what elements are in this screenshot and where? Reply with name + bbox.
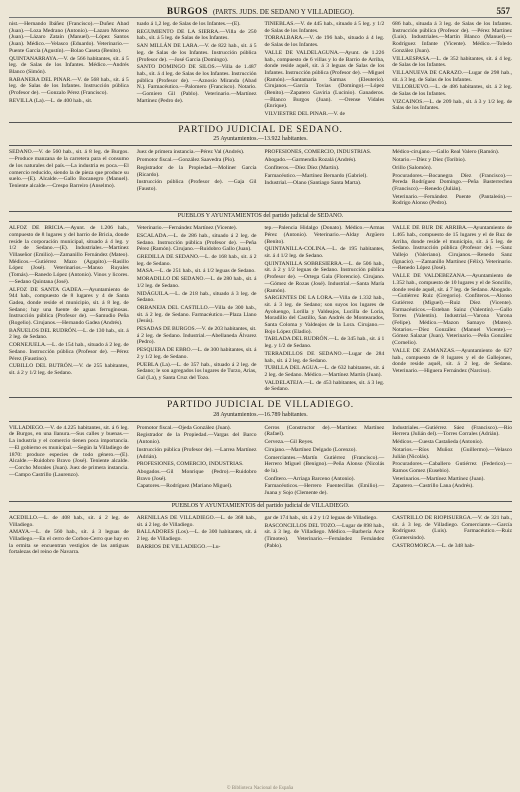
entry-paragraph: Capatores.—Rodríguez (Mariano Miguel). [136, 483, 233, 490]
entry-paragraph: SARGENTES DE LA LORA.—Villa de 1.332 hab., sit. á 3 leg. de Sedano; son suyos los lugares de Ayoluengo, Lorilla y Valdeajos, Lucilla de Loria, Moradillo del Castillo, San Andrés de Montearados, Santa Coloma y Valdeajos de la Lora. Cirujano.—Bojo López (Eladio). [264, 295, 385, 335]
entry-paragraph: ORBANEJA DEL CASTILLO.—Villa de 300 hab., sit. á 2 leg. de Sedano. Farmacéutico.—Plaza Llano (Jesús). [136, 304, 257, 325]
entry-paragraph: QUINTANARRAYA.—V. de 566 habitantes, sit. á 5 leg. de Salas de los Infantes. Médico.—Andrés Blanco (Simón). [9, 55, 129, 75]
entry-paragraph: ESCALADA.—L. de 286 hab., situado á 2 leg. de Sedano. Instrucción pública (Profesor de). —Peña Pérez (Ramón). Cirujano.—Ruidobro Gallo (Juan). [136, 232, 257, 253]
villadiego-pueblos-columns [9, 515, 512, 557]
entry-paragraph: Notario.—Díez y Díez (Toribio). [392, 157, 466, 164]
entry-paragraph: REVILLA (La).—L. de 400 hab., sit. [9, 97, 93, 104]
footer-credit: © Biblioteca Nacional de España [226, 786, 294, 791]
entry-paragraph: VALDELATEJA.—L. de 453 habitantes, sit. á 3 leg. de Sedano. [264, 379, 385, 393]
entry-paragraph: TINIEBLAS.—V. de 445 hab., situado á 5 leg. y 1/2 de Salas de los Infantes. [264, 21, 385, 34]
entry-paragraph: PROFESIONES, COMERCIO, INDUSTRIAS. [136, 461, 244, 468]
text-column [265, 21, 385, 119]
entry-paragraph: ARENILLAS DE VILLADIEGO.—L. de 368 hab., sit. á 2 leg. de Villadiego. [136, 514, 257, 528]
entry-paragraph: TABLADA DEL RUDRÓN.—L. de 345 hab., sit. á 1 leg. y 1/2 de Sedano. [264, 336, 385, 350]
entry-paragraph: 686 hab., situada á 3 leg. de Salas de los Infantes. Instrucción pública (Profesor de). —Pérez Martínez (Luis). Industriales.—Martín Blanco (Manuel).—Rodríguez Infante (Vicente). Médico.—Toledo González (Juan). [392, 21, 512, 54]
entry-paragraph: Procuradores.—Bocanegra Díez (Francisco).—Pereda Rodríguez Domingo.—Peña Basterrechea (Francisco).—Renedo (Julián). [392, 172, 512, 192]
entry-paragraph: PROFESIONES, COMERCIO, INDUSTRIAS. [264, 149, 372, 156]
text-column [392, 425, 512, 498]
text-column [137, 149, 257, 208]
entry-paragraph: SEDANO.—V. de 560 hab., sit. á 8 leg. de Burgos.—Produce manzana de la carretera para el consumo de los naturales del país.—La industria es poca.—El comercio reducido, siendo la de pieza que produce su suelo.—(E). Alcalde.—Gallo Bocanegro (Manuel). Teniente alcalde.—Crespo Barreiro (Anselmo). [9, 149, 129, 189]
entry-paragraph: VALLE DE VALDEBEZANA.—Ayuntamiento de 1.352 hab., compuesto de 10 lugares y el de Soncillo, donde reside aquél, sit. á 7 leg. de Sedano. Abogado.—Gutiérrez Ruiz (Gregorio). Confiteros.—Alonso Gutiérrez (Miguel).—Ruiz Díez (Vicente). Farmacéuticos.—Esteban Sainz (Valentín).—Gallo Torres (Valentín). Industrial.—Varona Varona (Felipe). Médico.—Mazon Samayo (Mateo). Notarios.—Díez González (Manuel Vicente).—Gómez Salazar (Juan). Veterinario.—Peña González (Cornelio). [392, 273, 512, 347]
section-header-villadiego [9, 397, 512, 422]
entry-paragraph: Registrador de la Propiedad.—Vargas del Barco (Antonio). [136, 432, 257, 446]
entry-paragraph: VALLE DE ZAMANZAS.—Ayuntamiento de 627 hab., compuesto de 8 lugares y el de Gallejones, donde reside aquél, sit. á 2 leg. de Sedano. Veterinario.—Higuera Fernández (Narciso). [392, 347, 512, 374]
entry-paragraph: PESQUERA DE EBRO.—L. de 300 habitantes, sit. á 2 y 1/2 leg. de Sedano. [136, 347, 257, 360]
entry-paragraph: Orillo (Salomón). [392, 164, 433, 171]
entry-paragraph: VILVIESTRE DEL PINAR.—V. de [264, 111, 345, 118]
entry-paragraph: BALLADORES (Los).—L. de 300 habitantes, sit. á 2 leg. de Villadiego. [136, 529, 257, 543]
entry-paragraph: Promotor fiscal.—González Saavedra (Pío). [136, 157, 236, 164]
sedano-intro-columns [9, 149, 512, 208]
entry-paragraph: Abogado.—Garmendia Rozalá (Andrés). [264, 157, 357, 164]
section-subtitle-villadiego: 28 Ayuntamientos.—16.789 habitantes. [213, 411, 308, 418]
entry-paragraph: Confitero.—Arriaga Barceno (Antonio). [264, 475, 355, 482]
entry-paragraph: BASCONCILLOS DEL TOZO.—Lugar de 898 hab., sit. á 3 leg. de Villadiego. Médico.—Barbería Arce (Timoteo). Veterinario.—Fernández Fernández (Pablo). [264, 522, 385, 549]
entry-paragraph: PESADAS DE BURGOS.—V. de 203 habitantes, sit. á 2 leg. de Sedano. Industrial.—Abellaneda Álvarez (Pedro). [136, 326, 257, 346]
entry-paragraph: BAÑUELOS DEL RUDRÓN.—L. de 130 hab., sit. á 2 leg. de Sedano. [9, 327, 129, 341]
entry-paragraph: VIZCAINOS.—L. de 209 hab., sit. á 3 y 1/2 leg. de Salas de los Infantes. [392, 98, 512, 112]
text-column [392, 21, 512, 119]
text-column [392, 515, 512, 557]
text-column [137, 21, 257, 119]
entry-paragraph: CASTROMORCA.—L. de 348 hab- [392, 542, 475, 549]
entry-paragraph: Industrial.—Olano (Santiago Santa Marta). [264, 180, 362, 187]
text-column [392, 225, 512, 394]
section-title-sedano: PARTIDO JUDICIAL DE SEDANO. [178, 124, 343, 135]
entry-paragraph: SANTO DOMINGO DE SILOS.—Villa de 1.487 hab., sit. á 4 leg. de Salas de los Infantes. Instrucción pública (Profesor de). —Aznosio Miranda (Abad N.). Farmacéutico.—Palomero (Francisco). Notario.—Gomiero Gil (Pablo). Veterinario.—Martínez Martínez (Pedro de). [136, 64, 257, 104]
section-title-villadiego: PARTIDO JUDICIAL DE VILLADIEGO. [167, 400, 354, 411]
running-head-subtitle: (PARTS. JUDS. DE SEDANO Y VILLADIEGO). [213, 8, 355, 16]
entry-paragraph: MORADILLO DE SEDANO.—L. de 280 hab., sit. á 1/2 leg. de Sedano. [136, 276, 257, 289]
sedano-pueblos-heading: PUEBLOS Y AYUNTAMIENTOS del partido judicial de SEDANO. [9, 211, 512, 222]
entry-paragraph: CORNEJUELA.—L. de 154 hab., situado á 2 leg. de Sedano. Instrucción pública (Profesor de). —Pérez Pérez (Faustino). [9, 342, 129, 362]
entry-paragraph: SAN MILLÁN DE LARA.—V. de 822 hab., sit. á 5 leg. de Salas de los Infantes. Instrucción pública (Profesor de). —José Garcia (Domingo). [136, 43, 257, 63]
entry-paragraph: Cerros (Constructor de).—Martínez Martínez (Rafael). [264, 424, 385, 438]
section-subtitle-sedano: 25 Ayuntamientos.—13.922 habitantes. [213, 136, 308, 143]
entry-paragraph: TERRADILLOS DE SEDANO.—Lugar de 284 hab., sit. á 2 leg. de Sedano. [264, 350, 385, 364]
entry-paragraph: ALFOZ DE SANTA GADEA.—Ayuntamiento de 944 hab., compuesto de 8 lugares y 4 de Santa Gadea, donde reside el municipio, sit. á 8 leg. de Sedano; hay una fuente de aguas ferruginosas. Instrucción pública (Profesor de). —Samudio Peña (Rogelio). Cirujanos.—Hernando Gadea (Andrés). [9, 286, 129, 327]
entry-paragraph: Instrucción pública (Profesor de). —Gaja Gil (Fausto). [136, 179, 257, 192]
entry-paragraph: Promotor fiscal.—Ojeda González (Juan). [136, 424, 232, 431]
top-columns [9, 21, 512, 119]
running-head-title: BURGOS [166, 6, 208, 16]
entry-paragraph: RABANERA DEL PINAR.—V. de 568 hab., sit. á 5 leg. de Salas de los Infantes. Instrucción pública (Profesor de). —Gonzalo Pérez (Francisco). [9, 76, 129, 97]
text-column [137, 225, 257, 394]
text-column [392, 149, 512, 208]
entry-paragraph: REGUMIENTO DE LA SIERRA.—Villa de 250 hab., sit. á 5 leg. de Salas de los Infantes. [136, 28, 257, 42]
entry-paragraph: GREDILLA DE SEDANO.—L. de 168 hab., sit. á 2 leg. de Sedano. [136, 254, 257, 267]
page-number: 557 [496, 6, 510, 16]
entry-paragraph: Industriales.—Gutiérrez Sáez (Francisco).—Rio Herrera (Julián del).—Torres Corrales (Adrián). [392, 424, 512, 438]
text-column [9, 225, 129, 394]
entry-paragraph: VILLORUEVO.—L. de 486 habitantes, sit. á 2 leg. de Salas de los Infantes. [392, 84, 512, 98]
entry-paragraph: Instrucción pública (Profesor de). —Larrea Martínez (Adrián). [136, 446, 257, 460]
entry-paragraph: Médicos.—Cuesta Castañeda (Antonio). [392, 439, 483, 446]
entry-paragraph: Veterinario.—Fernández Martínez (Vicente). [136, 225, 238, 232]
text-column [265, 425, 385, 498]
entry-paragraph: Abogados.—Gil Monrique (Pedro).—Ruidobro Bravo (José). [136, 468, 257, 482]
entry-paragraph: Cirujano.—Martínez Delgado (Lorenzo). [264, 446, 357, 453]
entry-paragraph: Confiteros.—Díez Díez (Martín). [264, 164, 340, 171]
entry-paragraph: BARRIOS DE VILLADIEGO.—Lu- [136, 543, 221, 550]
entry-paragraph: MASA.—L. de 251 hab., sit. á 1/2 leguas de Sedano. [136, 268, 256, 275]
entry-paragraph: ACEDILLO.—L. de 408 hab., sit. á 2 leg. de Villadiego. [9, 514, 129, 528]
entry-paragraph: tep.—Palencia Hidalgo (Donato). Médico.—Armas Pérez (Antonio). Veterinario.—Alday Argüero (Benito). [264, 225, 385, 245]
entry-paragraph: VILLADIEGO.—V. de 4.225 habitantes, sit. á 6 leg. de Burgos, en una llanura.—Sus calles y buenas.—La industria y el comercio tienen poca importancia.—El gobierno es municipal.—Según la Villadiego de 1870: produce especies de todo género.—(E). Alcalde.—Ruidobro Bravo (José). Teniente alcalde.—Corcho Morales (Juan). Juez de primera instancia.—Campo Castrillo (Laurenzo). [9, 424, 129, 478]
entry-paragraph: Registrador de la Propiedad.—Moliner García (Ricardo). [136, 164, 257, 178]
section-header-sedano [9, 122, 512, 147]
entry-paragraph: Notarios.—Ríos Muñoz (Guillermo).—Velasco Julián (Nicolás). [392, 446, 512, 460]
entry-paragraph: TUBILLA DEL AGUA.—L. de 632 habitantes, sit. á 2 leg. de Sedano. Médico.—Martínez Martín (Juan). [264, 365, 385, 378]
entry-paragraph: TORRALBARA.—V. de 196 hab., situado á 4 leg. de Salas de los Infantes. [264, 35, 385, 49]
entry-paragraph: Zapatero.—Castrillo Lana (Andrés). [392, 483, 474, 490]
page [9, 6, 512, 784]
text-column [9, 515, 129, 557]
text-column [265, 149, 385, 208]
entry-paragraph: CASTRILLO DE RIOPISUERGA.—V. de 321 hab., sit. á 3 leg. de Villadiego. Comerciante.—García Rodríguez (Luis). Farmacéutico.—Ruiz (Gumersindo). [392, 514, 512, 542]
entry-paragraph: NIDÁGUILA.—L. de 218 hab., situado á 3 leg. de Sedano. [136, 290, 257, 304]
running-head [9, 6, 512, 18]
entry-paragraph: Farmacéuticos.—Herrero Fuentecillas (Emilio).—Juana y Sojo (Clemente de). [264, 483, 385, 497]
entry-paragraph: VILLAESPASA.—L. de 352 habitantes, sit. á 4 leg. de Salas de los Infantes. [392, 55, 512, 69]
entry-paragraph: VALLE DE BUR DE ARRIBA.—Ayuntamiento de 1.465 hab., compuesto de 15 lugares y el de Ruz de Arriba, donde reside el municipio, sit. á 5 leg. de Sedano. Instrucción pública (Profesor de). —Sanz Vallejo (Valeriano). Cirujanos.—Renedo Sanz (Ignacio). —Zamanillo Martínez (Félix). Veterinario.—Renedo López (José). [392, 225, 512, 272]
entry-paragraph: tuado á 1,2 leg. de Salas de los Infantes.—(E). [136, 21, 241, 27]
entry-paragraph: nist.—Hernando Ibáñez (Francisco).—Duñez Abad (Juan).—Loza Medrano (Antonio).—Lazaro Moreno (Juan).—Lázaro Zataín (Manuel).—López Santos (Juan). Médico.—Velasco (Eduardo). Veterinario.—Puente García (Agustín).—Bolao Caseta (Benito). [9, 21, 129, 54]
text-column [9, 21, 129, 119]
entry-paragraph: Veterinarios.—Martínez Martínez (Juan). [392, 475, 485, 482]
text-column [137, 515, 257, 557]
entry-paragraph: gar de 174 hab., sit. á 2 y 1/2 leguas de Villadiego. [264, 514, 378, 521]
villadiego-intro-columns [9, 425, 512, 498]
sedano-pueblos-columns [9, 225, 512, 394]
entry-paragraph: Cerveza.—Gil Reyes. [264, 439, 314, 446]
villadiego-pueblos-heading: PUEBLOS Y AYUNTAMIENTOS del partido judicial de VILLADIEGO. [9, 501, 512, 512]
entry-paragraph: ALFOZ DE BRICIA.—Ayunt. de 1.206 hab., compuesto de 8 lugares y del barrio de Bricia, donde reside la corporación municipal, situado á 4 leg. y 1/2 de Sedano.—(E). Industriales.—Martínez Villaseñor (Emilio).—Zamanillo Fernández (Mateo). Médicos.—Gutiérrez Mazo (Agapito).—Rasillo López (José). Veterinarios.—Manso Ruyales (Tomás).—Ranedo López (Antonio). Vinos y licores.—Sedano Quintana (José). [9, 225, 129, 285]
entry-paragraph: VALLE DE VALDELAGUNA.—Ayunt. de 1.226 hab., compuesto de 6 villas y lo de Barrio de Arriba, donde reside aquél, sit. á 3 leguas de Salas de los Infantes. Instrucción pública (Profesor de). —Miguel (Ramón).—Santamaría Sarmas (Eleuterio). Cirujanos.—García Tovias (Domingo).—López (Benito).—Zapatero Gaviria (Lucinio). Ganaderos.—Blanco Burgos (Juan). —Orense Vidales (Enrique). [264, 49, 385, 110]
entry-paragraph: Veterinario.—Fernández Puente (Pantaleón).—Rodrigo Alonso (Pedro). [392, 193, 512, 207]
entry-paragraph: QUINTANILLA-COLINA.—L. de 195 habitantes, sit. á 4 1/2 leg. de Sedano. [264, 246, 385, 260]
entry-paragraph: Farmacéutico.—Martínez Bernardo (Gabriel). [264, 172, 368, 179]
entry-paragraph: PUEBLA (La).—L. de 357 hab., situado á 2 leg. de Sedano; le son agregados los lugares de Turzo, Arias, Gal (La), y Santa Cruz del Tozo. [136, 361, 257, 381]
entry-paragraph: CUBILLO DEL BUTRÓN.—V. de 255 habitantes, sit. á 2 y 1/2 leg. de Sedano. [9, 363, 129, 376]
text-column [9, 149, 129, 208]
text-column [265, 225, 385, 394]
entry-paragraph: QUINTANILLA SOBRESIERRA.—L. de 506 hab., sit. á 2 y 1/2 leguas de Sedano. Instrucción pública (Profesor de). —Ortega Gala (Florencio). Cirujano.—Gómez de Rozas (José). Industrial.—Santa María (Ramón). [264, 260, 385, 294]
entry-paragraph: Médico-cirujano.—Gallo Real Valero (Ramón). [392, 149, 500, 156]
entry-paragraph: Comerciantes.—Martín Gutiérrez (Francisco).—Herrero Miguel (Benigno).—Peña Alonso (Nicolás de la). [264, 454, 385, 474]
entry-paragraph: Procuradores.—Caballero Gutiérrez (Federico).—Ramos Gomez (Eusebio). [392, 461, 512, 474]
text-column [9, 425, 129, 498]
text-column [265, 515, 385, 557]
entry-paragraph: Juez de primera instancia.—Pérez Val (Andrés). [136, 149, 245, 156]
entry-paragraph: AMAYA.—L. de 560 hab., sit. á 3 leguas de Villadiego.—En el cerro de Corbos-Cerro que hay en la ermita se encuentran vestigios de las antiguas fortalezas del reino de Navarra. [9, 529, 129, 556]
entry-paragraph: VILLANUEVA DE CARAZO.—Lugar de 298 hab., sit. á 3 leg. de Salas de los Infantes. [392, 69, 512, 83]
text-column [137, 425, 257, 498]
